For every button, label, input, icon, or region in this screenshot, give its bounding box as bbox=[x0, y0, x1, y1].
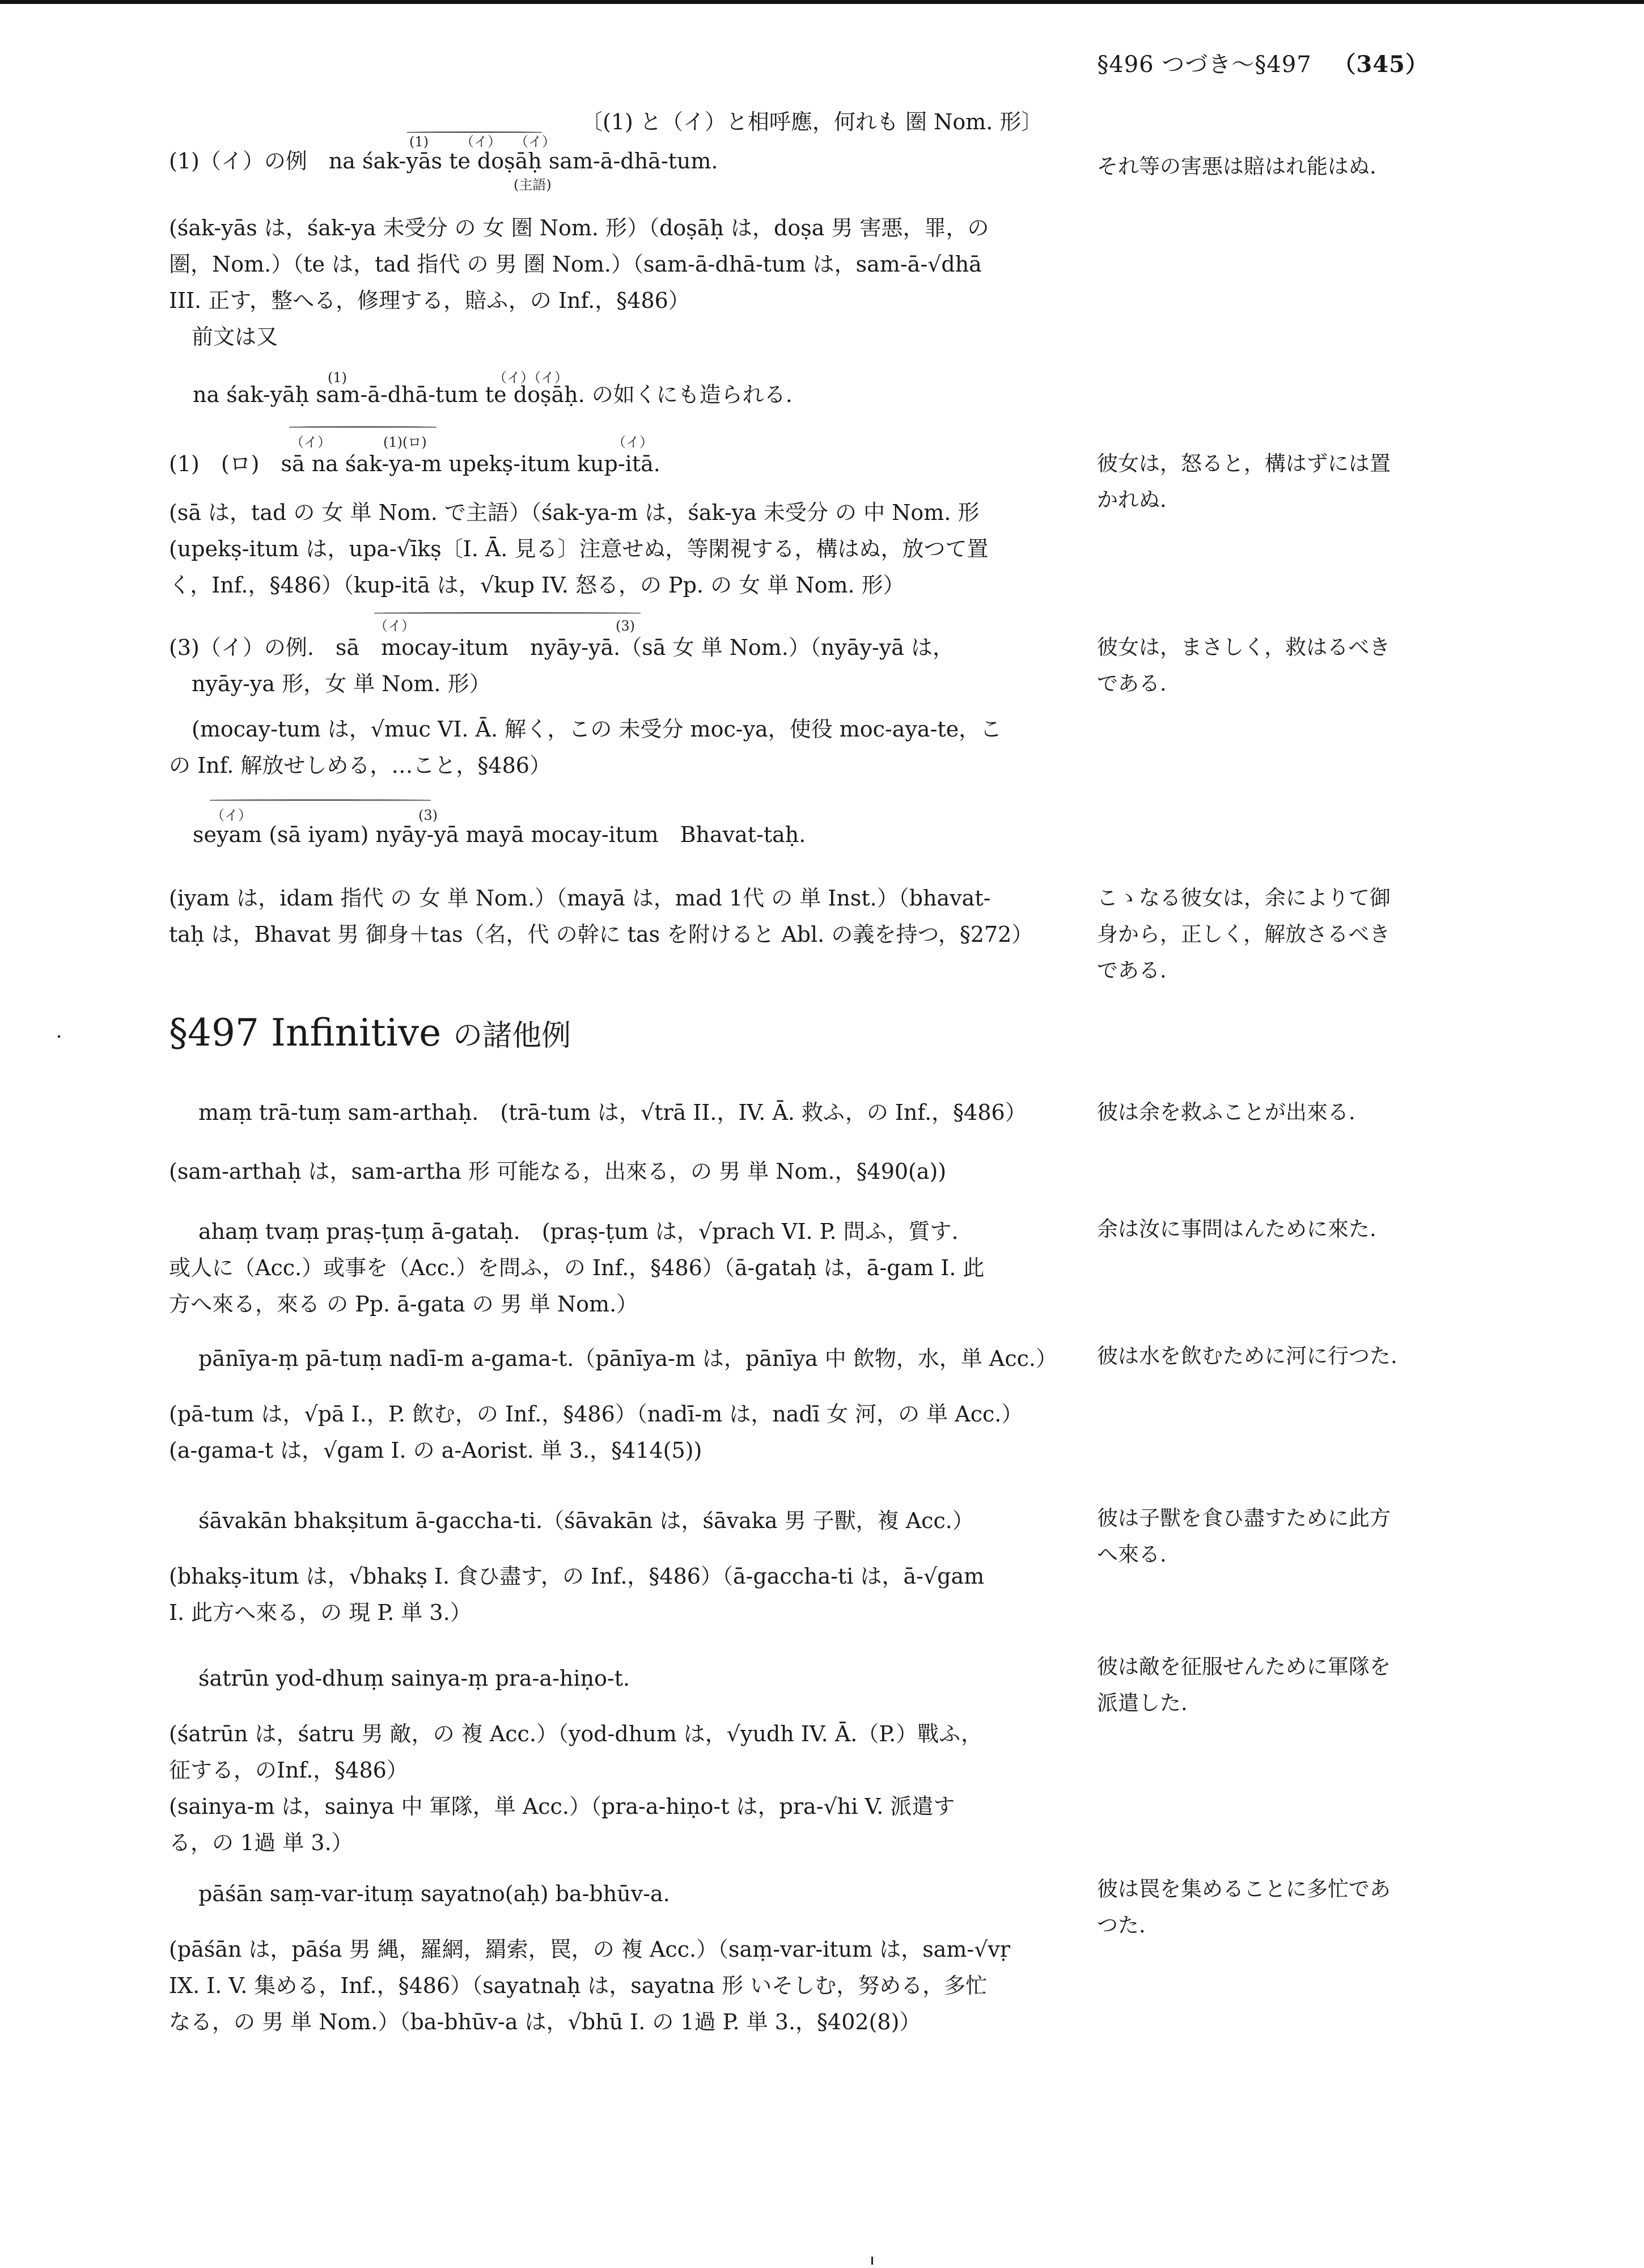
example-3-notes bbox=[169, 711, 1082, 784]
header-section: §496 つづき～§497 bbox=[1097, 52, 1312, 78]
note-line: (sā は，tad の 女 単 Nom. で主語）（śak-ya-m は，śak-ya 未受分 の 中 Nom. 形 bbox=[169, 500, 980, 525]
note-line: (pāśān は，pāśa 男 縄，羅網，羂索，罠，の 複 Acc.）（saṃ-var-itum は，sam-√vṛ bbox=[169, 1937, 1011, 1962]
note-line: (iyam は，idam 指代 の 女 単 Nom.）（mayā は，mad 1代 の 単 Inst.）（bhavat- bbox=[169, 886, 991, 911]
top-rule bbox=[0, 0, 1644, 4]
example-1-notes bbox=[169, 210, 1059, 355]
note-line: I. 此方へ來る，の 現 P. 単 3.） bbox=[169, 1600, 472, 1625]
translation-line: かれぬ. bbox=[1097, 488, 1167, 512]
example-6 bbox=[169, 1213, 1059, 1322]
example-4 bbox=[193, 816, 1083, 853]
translation bbox=[1097, 880, 1429, 989]
example-8 bbox=[169, 1503, 1059, 1631]
translation: 余は汝に事問はんために來た. bbox=[1097, 1217, 1376, 1241]
note-line: 或人に（Acc.）或事を（Acc.）を問ふ，の Inf.，§486）（ā-gataḥ は，ā-gam I. 此 bbox=[169, 1255, 985, 1280]
annotation: (1)(ロ) bbox=[383, 434, 427, 450]
example-sentence: (3)（イ）の例. sā mocay-itum nyāy-yā.（sā 女 単 Nom.）（nyāy-yā は， bbox=[169, 635, 954, 660]
example-sentence: śāvakān bhakṣitum ā-gaccha-ti.（śāvakān は，śāvaka 男 子獸，複 Acc.） bbox=[198, 1508, 974, 1533]
annotation: (1) bbox=[328, 370, 347, 386]
example-sentence: ahaṃ tvaṃ praṣ-ṭuṃ ā-gataḥ. (praṣ-ṭum は，√prach VI. P. 問ふ，質す. bbox=[198, 1219, 959, 1244]
note-line: の Inf. 解放せしめる，…こと，§486） bbox=[169, 753, 551, 778]
annotation: (主語) bbox=[514, 177, 552, 193]
note-line: (sam-arthaḥ は，sam-artha 形 可能なる，出來る，の 男 単 Nom.，§490(a)) bbox=[169, 1159, 947, 1184]
annotation: (3) bbox=[616, 618, 635, 634]
annotation: (3) bbox=[418, 807, 438, 823]
section-suffix: の諸他例 bbox=[453, 1019, 571, 1053]
example-sentence: maṃ trā-tuṃ sam-arthaḥ. (trā-tum は，√trā II.，IV. Ā. 救ふ，の Inf.，§486） bbox=[198, 1100, 1027, 1125]
translation bbox=[1097, 1500, 1429, 1573]
note-line: (pā-tum は，√pā I.，P. 飲む，の Inf.，§486）（nadī-m は，nadī 女 河，の 単 Acc.） bbox=[169, 1402, 1023, 1427]
note-line: 征する，のInf.，§486） bbox=[169, 1758, 408, 1783]
correspondence-note: 〔(1) と（イ）と相呼應，何れも 圏 Nom. 形〕 bbox=[581, 109, 1043, 134]
example-2-notes bbox=[169, 494, 1059, 603]
scan-mark bbox=[871, 2257, 873, 2265]
overline bbox=[210, 799, 431, 801]
translation-line: 彼は罠を集めることに多忙であ bbox=[1097, 1877, 1391, 1901]
example-sentence: seyam (sā iyam) nyāy-yā mayā mocay-itum Bhavat-taḥ. bbox=[193, 822, 806, 847]
translation-line: 派遣した. bbox=[1097, 1691, 1188, 1715]
translation bbox=[1097, 629, 1429, 702]
note-line: 圏，Nom.）（te は，tad 指代 の 男 圏 Nom.）（sam-ā-dhā-tum は，sam-ā-√dhā bbox=[169, 252, 982, 277]
note-line: (bhakṣ-itum は，√bhakṣ I. 食ひ盡す，の Inf.，§486）（ā-gaccha-ti は，ā-√gam bbox=[169, 1564, 985, 1589]
note-line: 方へ來る，來る の Pp. ā-gata の 男 単 Nom.） bbox=[169, 1292, 638, 1317]
annotation: （イ） bbox=[515, 134, 556, 150]
annotation: （イ） bbox=[612, 434, 653, 450]
note-line: る，の 1過 単 3.） bbox=[169, 1830, 353, 1855]
page-number: （345） bbox=[1333, 51, 1429, 78]
scan-mark bbox=[58, 1035, 60, 1038]
translation bbox=[1097, 1649, 1429, 1721]
note-line: IX. I. V. 集める，Inf.，§486）（sayatnaḥ は，sayatna 形 いそしむ，努める，多忙 bbox=[169, 1973, 988, 1998]
overline bbox=[374, 612, 641, 613]
note-line: taḥ は，Bhavat 男 御身＋tas（名，代 の幹に tas を附けると Abl. の義を持つ，§272） bbox=[169, 922, 1033, 947]
translation-line: へ來る. bbox=[1097, 1542, 1167, 1567]
annotation: （イ）（イ） bbox=[493, 370, 568, 386]
section-heading bbox=[169, 1010, 571, 1059]
example-sentence: (1)（イ）の例 na śak-yās te doṣāḥ sam-ā-dhā-tum. bbox=[169, 149, 718, 174]
running-header bbox=[1097, 46, 1429, 79]
translation-line: 彼女は，怒ると，構はずには置 bbox=[1097, 451, 1391, 476]
example-10 bbox=[169, 1876, 1059, 2040]
example-2 bbox=[169, 446, 1059, 482]
note-line: (sainya-m は，sainya 中 軍隊，単 Acc.）（pra-a-hiṇo-t は，pra-√hi V. 派遣す bbox=[169, 1794, 955, 1819]
example-4-notes bbox=[169, 880, 1059, 953]
example-sentence: pāśān saṃ-var-ituṃ sayatno(aḥ) ba-bhūv-a. bbox=[198, 1881, 670, 1906]
note-line: (mocay-tum は，√muc VI. Ā. 解く，この 未受分 moc-ya，使役 moc-aya-te，こ bbox=[192, 717, 1002, 742]
translation-line: 彼は子獸を食ひ盡すために此方 bbox=[1097, 1506, 1391, 1530]
translation-line: 身から，正しく，解放さるべき bbox=[1097, 922, 1391, 946]
translation-line: こゝなる彼女は，余によりて御 bbox=[1097, 886, 1391, 910]
example-9 bbox=[169, 1660, 1059, 1861]
translation-line: である. bbox=[1097, 958, 1167, 983]
translation: 彼は余を救ふことが出來る. bbox=[1097, 1100, 1355, 1124]
example-sentence: pānīya-ṃ pā-tuṃ nadī-m a-gama-t.（pānīya-m は，pānīya 中 飲物，水，単 Acc.） bbox=[198, 1346, 1058, 1371]
section-number: §497 bbox=[169, 1011, 259, 1055]
section-title: Infinitive bbox=[270, 1011, 442, 1055]
annotation: （イ） bbox=[460, 134, 501, 150]
translation: 彼は水を飲むために河に行つた. bbox=[1097, 1344, 1397, 1368]
annotation: （イ） bbox=[374, 618, 415, 634]
alt-intro: 前文は又 bbox=[192, 324, 278, 349]
example-sentence: nyāy-ya 形，女 単 Nom. 形） bbox=[192, 671, 491, 696]
overline bbox=[289, 426, 437, 428]
note-line: (a-gama-t は，√gam I. の a-Aorist. 単 3.，§414(5)) bbox=[169, 1438, 702, 1463]
translation-line: 彼は敵を征服せんために軍隊を bbox=[1097, 1655, 1391, 1679]
note-line: (upekṣ-itum は，upa-√īkṣ〔I. Ā. 見る〕注意せぬ，等閑視する，構はぬ，放つて置 bbox=[169, 536, 989, 561]
example-7 bbox=[169, 1340, 1059, 1469]
note-line: (śatrūn は，śatru 男 敵，の 複 Acc.）（yod-dhum は，√yudh IV. Ā.（P.）戰ふ， bbox=[169, 1721, 983, 1746]
note-line: III. 正す，整へる，修理する，賠ふ，の Inf.，§486） bbox=[169, 288, 690, 313]
annotation: (1) bbox=[409, 134, 429, 150]
example-1 bbox=[169, 143, 1059, 179]
translation bbox=[1097, 1871, 1429, 1944]
example-sentence: śatrūn yod-dhuṃ sainya-ṃ pra-a-hiṇo-t. bbox=[198, 1666, 630, 1691]
alt-sentence: na śak-yāḥ sam-ā-dhā-tum te doṣāḥ. の如くにも造られる. bbox=[193, 382, 793, 407]
note-line: なる，の 男 単 Nom.）（ba-bhūv-a は，√bhū I. の 1過 P. 単 3.，§402(8)） bbox=[169, 2009, 921, 2034]
note-line: く，Inf.，§486）（kup-itā は，√kup IV. 怒る，の Pp. の 女 単 Nom. 形） bbox=[169, 573, 905, 598]
note-line: (śak-yās は，śak-ya 未受分 の 女 圏 Nom. 形）（doṣāḥ は，doṣa 男 害悪，罪，の bbox=[169, 215, 989, 240]
alt-construction bbox=[193, 376, 1083, 413]
example-5 bbox=[169, 1094, 1059, 1190]
annotation: （イ） bbox=[290, 434, 331, 450]
overline bbox=[407, 132, 542, 133]
example-sentence: (1) (ロ) sā na śak-ya-m upekṣ-itum kup-itā. bbox=[169, 451, 660, 476]
annotation: （イ） bbox=[211, 807, 252, 823]
translation-line: 彼女は，まさしく，救はるべき bbox=[1097, 635, 1391, 659]
translation: それ等の害悪は賠はれ能はぬ. bbox=[1097, 154, 1376, 179]
example-3 bbox=[169, 629, 1059, 702]
translation-line: である. bbox=[1097, 671, 1167, 696]
translation-line: つた. bbox=[1097, 1913, 1146, 1937]
translation bbox=[1097, 446, 1429, 518]
